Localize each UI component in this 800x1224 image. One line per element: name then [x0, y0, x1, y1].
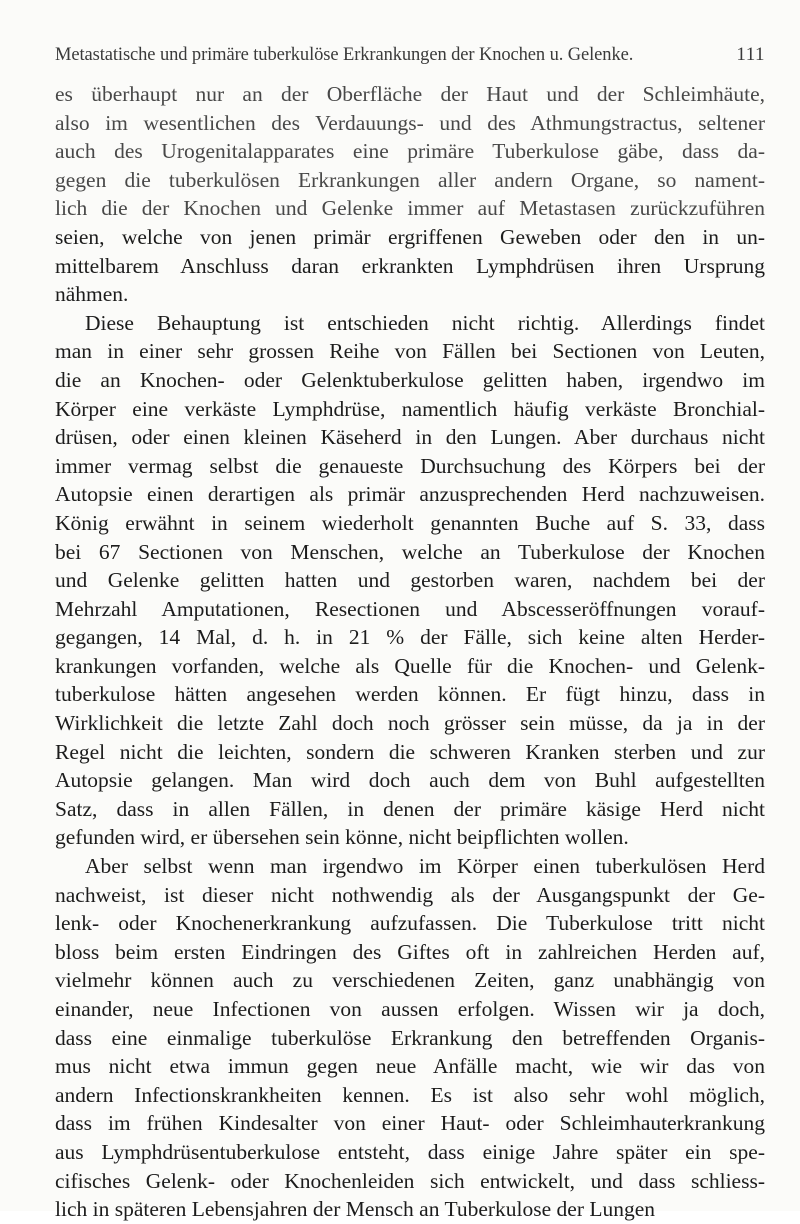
text-line: und Gelenke gelitten hatten und gestorben waren, nachdem bei der [55, 568, 765, 593]
text-line: Wirklichkeit die letzte Zahl doch noch grösser sein müsse, da ja in der [55, 711, 765, 736]
running-title: Metastatische und primäre tuberkulöse Erkrankungen der Knochen u. Gelenke. [55, 45, 634, 65]
text-line: Mehrzahl Amputationen, Resectionen und Abscesseröffnungen vorauf- [55, 596, 765, 621]
text-line: Diese Behauptung ist entschieden nicht richtig. Allerdings findet [85, 310, 765, 335]
text-line: vielmehr können auch zu verschiedenen Zeiten, ganz unabhängig von [55, 968, 765, 993]
text-line: also im wesentlichen des Verdauungs- und des Athmungstractus, seltener [55, 110, 765, 135]
text-line: bloss beim ersten Eindringen des Giftes oft in zahlreichen Herden auf, [55, 939, 765, 964]
page-header [55, 44, 765, 66]
text-line: es überhaupt nur an der Oberfläche der Haut und der Schleimhäute, [55, 82, 765, 106]
text-line: König erwähnt in seinem wiederholt genannten Buche auf S. 33, dass [55, 510, 765, 535]
text-line: nachweist, ist dieser nicht nothwendig als der Ausgangspunkt der Ge- [55, 882, 765, 907]
text-line: Satz, dass in allen Fällen, in denen der primäre käsige Herd nicht [55, 796, 765, 821]
text-line: Regel nicht die leichten, sondern die schweren Kranken sterben und zur [55, 739, 765, 764]
text-line: cifisches Gelenk- oder Knochenleiden sich entwickelt, und dass schliess- [55, 1168, 765, 1193]
text-line: lich die der Knochen und Gelenke immer auf Metastasen zurückzuführen [55, 196, 765, 221]
text-line: mus nicht etwa immun gegen neue Anfälle macht, wie wir das von [55, 1054, 765, 1079]
text-line: seien, welche von jenen primär ergriffenen Geweben oder den in un- [55, 224, 765, 249]
text-line: nähmen. [55, 282, 129, 307]
body-text [55, 80, 765, 1224]
text-line: einander, neue Infectionen von aussen erfolgen. Wissen wir ja doch, [55, 997, 765, 1021]
text-line: drüsen, oder einen kleinen Käseherd in den Lungen. Aber durchaus nicht [55, 425, 765, 450]
text-line: auch des Urogenitalapparates eine primäre Tuberkulose gäbe, dass da- [55, 139, 765, 164]
text-line: die an Knochen- oder Gelenktuberkulose gelitten haben, irgendwo im [55, 367, 765, 392]
text-line: gegangen, 14 Mal, d. h. in 21 % der Fälle, sich keine alten Herder- [55, 625, 765, 650]
text-line: Körper eine verkäste Lymphdrüse, namentlich häufig verkäste Bronchial- [55, 396, 765, 421]
text-line: tuberkulose hätten angesehen werden können. Er fügt hinzu, dass in [55, 682, 765, 707]
text-line: Autopsie gelangen. Man wird doch auch dem von Buhl aufgestellten [55, 768, 765, 793]
text-line: man in einer sehr grossen Reihe von Fällen bei Sectionen von Leuten, [55, 339, 765, 364]
text-line: gefunden wird, er übersehen sein könne, nicht beipflichten wollen. [55, 825, 629, 850]
text-line: dass eine einmalige tuberkulöse Erkrankung den betreffenden Organis- [55, 1025, 765, 1050]
text-line: mittelbarem Anschluss daran erkrankten Lymphdrüsen ihren Ursprung [55, 253, 765, 278]
text-line: Autopsie einen derartigen als primär anzusprechenden Herd nachzuweisen. [55, 482, 765, 507]
text-line: immer vermag selbst die genaueste Durchsuchung des Körpers bei der [55, 453, 765, 478]
text-line: dass im frühen Kindesalter von einer Haut- oder Schleimhauterkrankung [55, 1111, 765, 1136]
text-line: lenk- oder Knochenerkrankung aufzufassen. Die Tuberkulose tritt nicht [55, 911, 765, 936]
text-line: krankungen vorfanden, welche als Quelle für die Knochen- und Gelenk- [55, 653, 765, 678]
text-line: gegen die tuberkulösen Erkrankungen aller andern Organe, so nament- [55, 167, 765, 192]
page-number: 111 [736, 44, 765, 65]
text-line: bei 67 Sectionen von Menschen, welche an Tuberkulose der Knochen [55, 539, 765, 564]
text-line: lich in späteren Lebensjahren der Mensch an Tuberkulose der Lungen [55, 1197, 656, 1222]
text-line: andern Infectionskrankheiten kennen. Es ist also sehr wohl möglich, [55, 1082, 765, 1107]
text-line: Aber selbst wenn man irgendwo im Körper einen tuberkulösen Herd [85, 854, 765, 879]
text-line: aus Lymphdrüsentuberkulose entsteht, dass einige Jahre später ein spe- [55, 1139, 765, 1164]
